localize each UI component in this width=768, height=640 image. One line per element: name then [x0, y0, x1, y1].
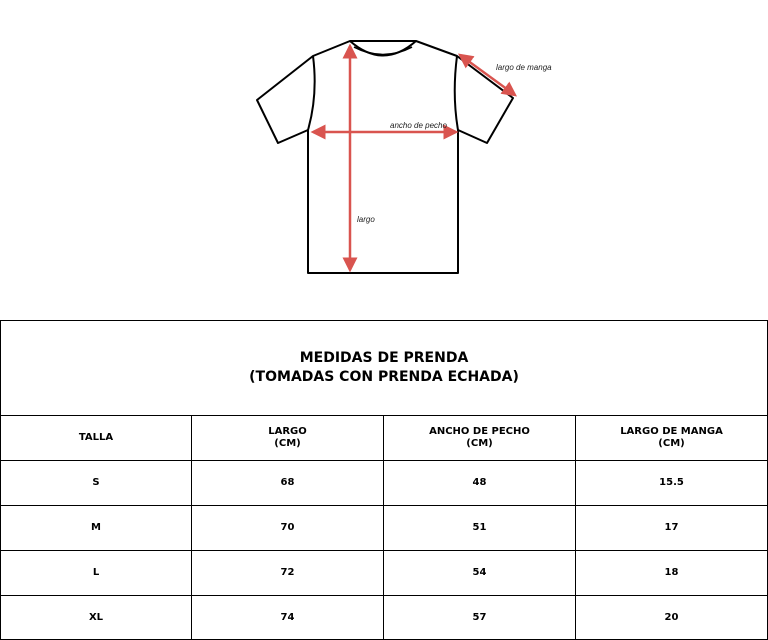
tshirt-outline — [257, 41, 513, 273]
largo-cell: 70 — [192, 506, 384, 551]
table-row — [1, 506, 768, 551]
chest-label: ancho de pecho — [390, 121, 447, 130]
header-talla — [1, 416, 192, 461]
header-largo — [192, 416, 384, 461]
table-title-row — [1, 321, 768, 416]
table-title-line-1: MEDIDAS DE PRENDA — [299, 350, 469, 367]
tshirt-measurement-diagram — [0, 0, 768, 300]
length-label: largo — [357, 215, 375, 224]
table-title-line-2: (TOMADAS CON PRENDA ECHADA) — [249, 369, 519, 385]
largo-cell: 68 — [192, 461, 384, 506]
header-ancho-de-pecho — [384, 416, 576, 461]
table-header-row — [1, 416, 768, 461]
ancho-cell: 57 — [384, 596, 576, 640]
header-ancho-unit: (CM) — [466, 438, 493, 449]
header-manga-unit: (CM) — [658, 438, 685, 449]
manga-cell: 17 — [576, 506, 768, 551]
table-row — [1, 461, 768, 506]
ancho-cell: 48 — [384, 461, 576, 506]
header-largo-unit: (CM) — [274, 438, 301, 449]
header-manga-label: LARGO DE MANGA — [620, 426, 723, 437]
table-row — [1, 596, 768, 640]
size-chart-table — [0, 320, 768, 640]
size-cell: S — [1, 461, 192, 506]
sleeve-label: largo de manga — [496, 63, 552, 72]
ancho-cell: 51 — [384, 506, 576, 551]
table-title — [1, 321, 768, 416]
manga-cell: 15.5 — [576, 461, 768, 506]
table-row — [1, 551, 768, 596]
header-largo-label: LARGO — [268, 426, 307, 437]
largo-cell: 74 — [192, 596, 384, 640]
ancho-cell: 54 — [384, 551, 576, 596]
header-ancho-label: ANCHO DE PECHO — [429, 426, 530, 437]
manga-cell: 20 — [576, 596, 768, 640]
size-cell: L — [1, 551, 192, 596]
header-talla-label: TALLA — [78, 432, 114, 443]
header-largo-de-manga — [576, 416, 768, 461]
largo-cell: 72 — [192, 551, 384, 596]
size-cell: XL — [1, 596, 192, 640]
manga-cell: 18 — [576, 551, 768, 596]
size-cell: M — [1, 506, 192, 551]
